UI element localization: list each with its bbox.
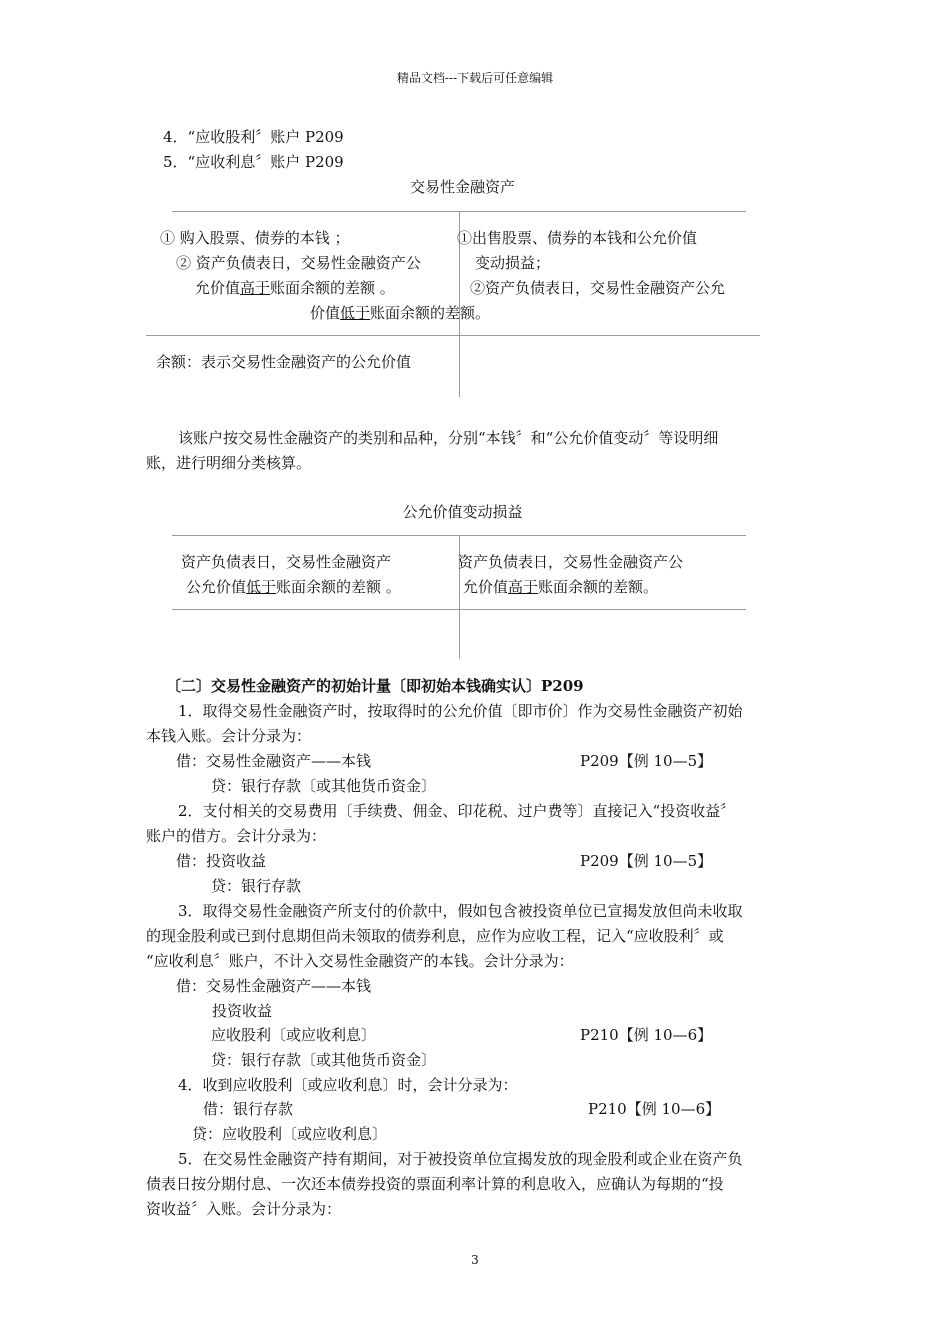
s3-reference: P210【例 10—6】 [580,1026,713,1044]
s2-reference: P209【例 10—5】 [580,852,713,870]
credit-entry-2-cont: 价值低于账面余额的差额。 [310,304,491,322]
s3-debit-3: 应收股利〔或应收利息〕 [211,1026,377,1044]
s1-line-2: 本钱入账。会计分录为： [146,727,312,745]
page-header: 精品文档---下载后可任意编辑 [396,71,554,85]
debit-entry-1: ① 购入股票、债券的本钱 ； [160,229,350,247]
s2-debit: 借：投资收益 [176,852,267,870]
s3-line-2: 的现金股利或已到付息期但尚未领取的债券利息，应作为应收工程，记入“应收股利〞或 [146,927,724,945]
s1-line-1: 1．取得交易性金融资产时，按取得时的公允价值〔即市价〕作为交易性金融资产初始 [178,702,743,720]
item-4: 4．“应收股利〞账户 P209 [163,128,344,146]
credit-entry-2: ②资产负债表日，交易性金融资产公允 [470,279,726,297]
s3-line-3: “应收利息〞账户，不计入交易性金融资产的本钱。会计分录为： [146,952,574,970]
s4-credit: 贷：应收股利〔或应收利息〕 [192,1125,388,1143]
s2-line-1: 2．支付相关的交易费用〔手续费、佣金、印花税、过户费等〕直接记入“投资收益〞 [178,802,736,820]
section-heading: 〔二〕交易性金融资产的初始计量〔即初始本钱确实认〕P209 [166,677,584,695]
s5-line-3: 资收益〞入账。会计分录为： [146,1200,342,1218]
credit-entry-1-cont: 变动损益； [475,254,551,272]
paragraph-line-1: 该账户按交易性金融资产的类别和品种，分别“本钱〞和“公允价值变动〞等设明细 [178,429,719,447]
t-account-balance-line [146,335,760,336]
s1-reference: P209【例 10—5】 [580,752,713,770]
s2-line-2: 账户的借方。会计分录为： [146,827,327,845]
balance-entry: 余额：表示交易性金融资产的公允价值 [156,353,412,371]
s1-credit: 贷：银行存款〔或其他货币资金〕 [211,777,437,795]
t-account-2-bottom-line [172,609,746,610]
t2-credit-entry-1: 资产负债表日，交易性金融资产公 [458,553,684,571]
paragraph-line-2: 账，进行明细分类核算。 [146,454,312,472]
t2-debit-entry-1-cont: 公允价值低于账面余额的差额 。 [186,578,401,596]
s5-line-1: 5．在交易性金融资产持有期间，对于被投资单位宣揭发放的现金股利或企业在资产负 [178,1150,743,1168]
s2-credit: 贷：银行存款 [211,877,302,895]
s4-reference: P210【例 10—6】 [588,1100,721,1118]
s4-debit: 借：银行存款 [203,1100,294,1118]
t2-debit-entry-1: 资产负债表日，交易性金融资产 [181,553,392,571]
debit-entry-2: ② 资产负债表日，交易性金融资产公 [176,254,421,272]
t-account-2-title: 公允价值变动损益 [402,503,523,521]
s5-line-2: 债表日按分期付息、一次还本债券投资的票面利率计算的利息收入，应确认为每期的“投 [146,1175,724,1193]
s3-credit: 贷：银行存款〔或其他货币资金〕 [211,1051,437,1069]
s1-debit: 借：交易性金融资产——本钱 [176,752,372,770]
item-5: 5．“应收利息〞账户 P209 [163,153,344,171]
s3-line-1: 3．取得交易性金融资产所支付的价款中，假如包含被投资单位已宣揭发放但尚未收取 [178,902,743,920]
debit-entry-2-cont: 允价值高于账面余额的差额 。 [195,279,395,297]
t-account-title: 交易性金融资产 [409,178,515,196]
s4-line-1: 4．收到应收股利〔或应收利息〕时，会计分录为： [178,1076,518,1094]
t2-credit-entry-1-cont: 允价值高于账面余额的差额。 [463,578,659,596]
s3-debit: 借：交易性金融资产——本钱 [176,977,372,995]
s3-debit-2: 投资收益 [212,1002,273,1020]
credit-entry-1: ①出售股票、债券的本钱和公允价值 [457,229,698,247]
page-number: 3 [471,1253,479,1267]
